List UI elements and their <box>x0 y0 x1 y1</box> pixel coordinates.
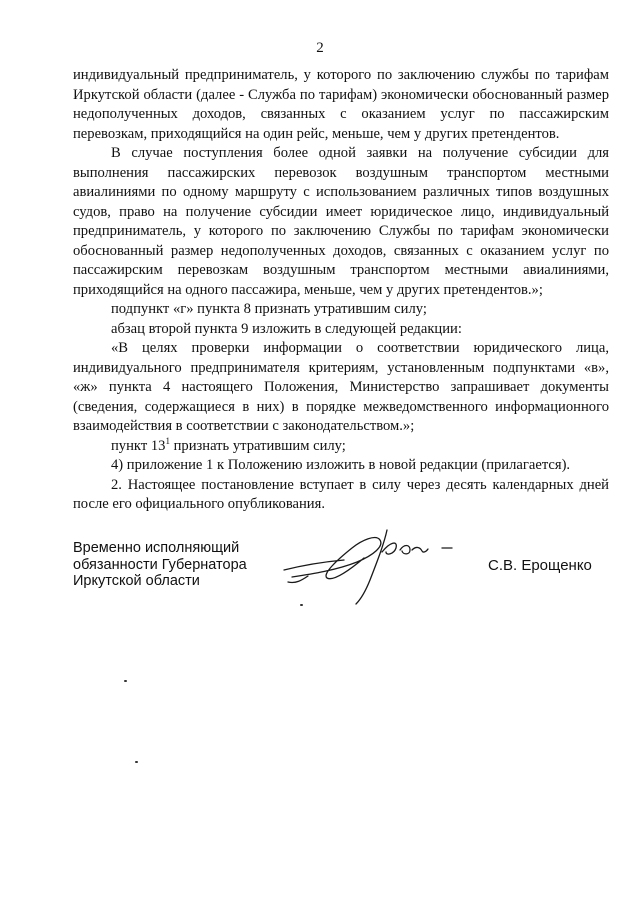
clause-13-suffix: признать утратившим силу; <box>169 437 346 454</box>
signatory-title <box>73 540 293 590</box>
clause-13-prefix: пункт 13 <box>111 437 166 454</box>
paragraph-subclause-g-void: подпункт «г» пункта 8 признать утратившим силу; <box>111 301 427 317</box>
signatory-title-line: Временно исполняющий <box>73 540 240 556</box>
handwritten-signature <box>282 522 457 612</box>
scan-speck <box>124 680 127 682</box>
paragraph-multiple-applications: В случае поступления более одной заявки на получение субсидии для выполнения пассажирских перевозок воздушным транспортом местными авиалиниями по одному маршруту с использованием различных типов воздушных судов, право на получение субсидии имеет юридическое лицо, индивидуальный предприниматель, у которого по заключению Службы по тарифам экономически обоснованный размер недополученных доходов, связанных с оказанием услуг по пассажирским перевозкам воздушным транспортом местными авиалиниями, приходящийся на одного пассажира, меньше, чем у других претендентов.»; <box>73 145 609 298</box>
paragraph-clause-9-amendment: абзац второй пункта 9 изложить в следующей редакции: <box>111 320 462 337</box>
paragraph-clause-13-1-void <box>73 437 609 457</box>
signatory-title-line: обязанности Губернатора <box>73 556 247 573</box>
clause-13-superscript: 1 <box>165 435 170 446</box>
paragraph-effective-date: 2. Настоящее постановление вступает в силу через десять календарных дней после его официального опубликования. <box>73 476 609 512</box>
signatory-title-line: Иркутской области <box>73 573 200 589</box>
paragraph-verification-text: «В целях проверки информации о соответствии юридического лица, индивидуального предпринимателя критериям, установленным подпунктами «в», «ж» пункта 4 настоящего Положения, Министерство запрашивает документы (сведения, содержащиеся в них) в порядке межведомственного информационного взаимодействия в соответствии с законодательством.»; <box>73 340 609 434</box>
scan-speck <box>135 761 138 763</box>
signatory-name: С.В. Ерощенко <box>488 557 592 574</box>
paragraph-appendix-1: 4) приложение 1 к Положению изложить в новой редакции (прилагается). <box>111 457 571 473</box>
paragraph-continuation: индивидуальный предприниматель, у которого по заключению службы по тарифам Иркутской области (далее - Служба по тарифам) экономически обоснованный размер недополученных доходов, связанных с оказанием услуг по пассажирским перевозкам, приходящийся на один рейс, меньше, чем у других претендентов. <box>73 67 609 142</box>
scan-speck <box>300 604 303 606</box>
page-number: 2 <box>316 40 324 56</box>
document-body <box>73 66 609 515</box>
